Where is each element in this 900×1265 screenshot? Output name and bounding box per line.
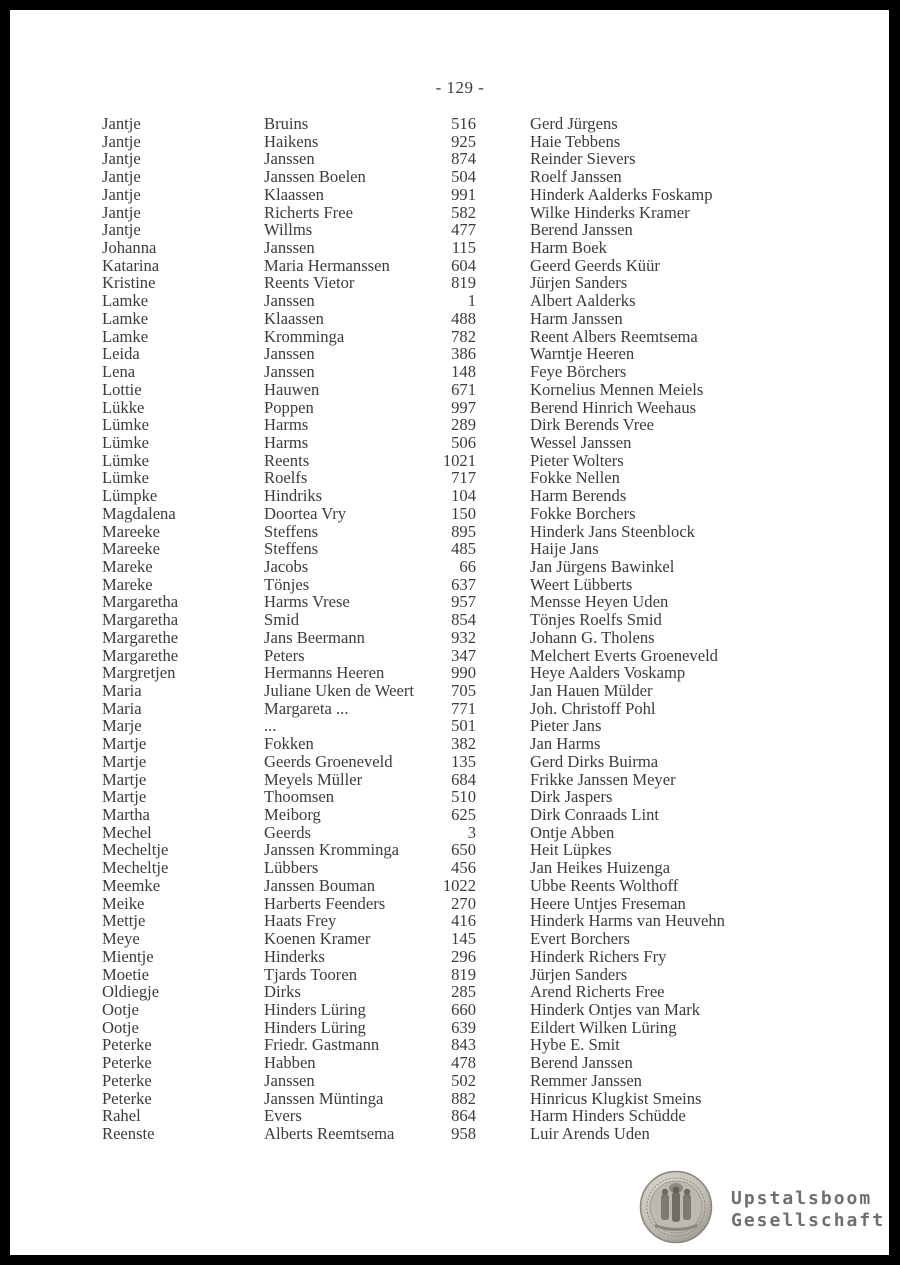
surname: Janssen Kromminga: [264, 840, 400, 860]
surname: Meiborg: [264, 805, 321, 825]
register-row: [10, 363, 900, 381]
record-number: 477: [451, 220, 476, 240]
register-row: [10, 912, 900, 930]
spouse-name: Hybe E. Smit: [530, 1035, 620, 1055]
surname: Janssen: [264, 344, 315, 364]
register-row: [10, 505, 900, 523]
surname: Thoomsen: [264, 787, 335, 807]
register-row: [10, 434, 900, 452]
first-name: Lamke: [102, 291, 149, 311]
record-number: 582: [451, 202, 476, 222]
surname: Peters: [264, 645, 305, 665]
record-number: 148: [451, 362, 476, 382]
first-name: Martha: [102, 805, 150, 825]
record-number: 456: [451, 858, 476, 878]
first-name: Lena: [102, 362, 136, 382]
surname: Koenen Kramer: [264, 929, 371, 949]
register-row: [10, 328, 900, 346]
spouse-name: Joh. Christoff Pohl: [530, 698, 656, 718]
spouse-name: Feye Börchers: [530, 362, 627, 382]
first-name: Margaretha: [102, 610, 179, 630]
first-name: Mareeke: [102, 539, 161, 559]
spouse-name: Reent Albers Reemtsema: [530, 326, 698, 346]
first-name: Mientje: [102, 946, 154, 966]
record-number: 1021: [442, 450, 476, 470]
surname: Jans Beermann: [264, 627, 365, 647]
register-row: [10, 877, 900, 895]
record-number: 990: [451, 663, 476, 683]
first-name: Martje: [102, 787, 147, 807]
spouse-name: Albert Aalderks: [530, 291, 636, 311]
register-row: [10, 717, 900, 735]
first-name: Johanna: [102, 238, 157, 258]
record-number: 843: [451, 1035, 476, 1055]
spouse-name: Jan Jürgens Bawinkel: [530, 556, 675, 576]
register-row: [10, 647, 900, 665]
first-name: Ootje: [102, 999, 139, 1019]
first-name: Jantje: [102, 202, 141, 222]
register-row: [10, 895, 900, 913]
first-name: Lümke: [102, 432, 150, 452]
record-number: 416: [451, 911, 476, 931]
surname: Steffens: [264, 539, 319, 559]
first-name: Marje: [102, 716, 142, 736]
first-name: Martje: [102, 734, 147, 754]
surname: Geerds: [264, 822, 311, 842]
surname: Haats Frey: [264, 911, 337, 931]
surname: Janssen: [264, 238, 315, 258]
spouse-name: Hinderk Aalderks Foskamp: [530, 184, 713, 204]
record-number: 717: [451, 468, 476, 488]
spouse-name: Jan Hauen Mülder: [530, 681, 653, 700]
surname: Tönjes: [264, 574, 310, 594]
record-number: 771: [451, 698, 476, 718]
spouse-name: Hinderk Harms van Heuvehn: [530, 911, 725, 931]
record-number: 478: [451, 1053, 476, 1073]
surname: Hermanns Heeren: [264, 663, 385, 683]
surname: Fokken: [264, 734, 314, 754]
surname: Friedr. Gastmann: [264, 1035, 380, 1055]
first-name: Meye: [102, 929, 140, 949]
register-row: [10, 948, 900, 966]
record-number: 504: [451, 167, 476, 187]
record-number: 854: [451, 610, 476, 630]
first-name: Jantje: [102, 167, 141, 187]
record-number: 516: [451, 114, 476, 133]
register-row: [10, 221, 900, 239]
register-row: [10, 310, 900, 328]
first-name: Oldiegje: [102, 982, 160, 1002]
record-number: 604: [451, 255, 476, 275]
record-number: 135: [451, 751, 476, 771]
register-row: [10, 753, 900, 771]
record-number: 488: [451, 308, 476, 328]
first-name: Magdalena: [102, 503, 176, 523]
first-name: Rahel: [102, 1106, 141, 1126]
society-logo: [639, 1170, 884, 1248]
register-row: [10, 345, 900, 363]
first-name: Lottie: [102, 379, 142, 399]
register-row: [10, 1001, 900, 1019]
spouse-name: Wilke Hinderks Kramer: [530, 202, 690, 222]
record-number: 958: [451, 1123, 476, 1143]
record-number: 66: [459, 556, 476, 576]
record-number: 347: [451, 645, 476, 665]
society-name-line-2: Gesellschaft: [731, 1210, 886, 1231]
first-name: Margarethe: [102, 645, 179, 665]
register-row: [10, 771, 900, 789]
surname: Hinderks: [264, 946, 325, 966]
record-number: 625: [451, 805, 476, 825]
surname: Juliane Uken de Weert: [264, 681, 414, 700]
first-name: Lümke: [102, 468, 150, 488]
spouse-name: Fokke Nellen: [530, 468, 620, 488]
first-name: Kristine: [102, 273, 156, 293]
spouse-name: Warntje Heeren: [530, 344, 635, 364]
register-row: [10, 168, 900, 186]
record-number: 506: [451, 432, 476, 452]
record-number: 285: [451, 982, 476, 1002]
first-name: Peterke: [102, 1035, 152, 1055]
page-number: - 129 -: [435, 78, 485, 97]
surname: Hauwen: [264, 379, 320, 399]
surname: Margareta ...: [264, 698, 349, 718]
first-name: Martje: [102, 751, 147, 771]
register-row: [10, 257, 900, 275]
surname: Harberts Feenders: [264, 893, 386, 913]
register-row: [10, 523, 900, 541]
register-row: [10, 576, 900, 594]
spouse-name: Frikke Janssen Meyer: [530, 769, 676, 789]
record-number: 925: [451, 131, 476, 151]
spouse-name: Ontje Abben: [530, 822, 615, 842]
first-name: Margarethe: [102, 627, 179, 647]
surname: Smid: [264, 610, 300, 630]
register-row: [10, 150, 900, 168]
surname: Janssen Boelen: [264, 167, 366, 187]
record-number: 895: [451, 521, 476, 541]
name-register-list: [10, 115, 900, 1143]
spouse-name: Kornelius Mennen Meiels: [530, 379, 704, 399]
spouse-name: Remmer Janssen: [530, 1070, 642, 1090]
spouse-name: Dirk Jaspers: [530, 787, 613, 807]
record-number: 270: [451, 893, 476, 913]
surname: Meyels Müller: [264, 769, 363, 789]
first-name: Mareke: [102, 556, 153, 576]
register-row: [10, 399, 900, 417]
surname: Klaassen: [264, 184, 324, 204]
spouse-name: Harm Hinders Schüdde: [530, 1106, 686, 1126]
first-name: Mecheltje: [102, 840, 169, 860]
surname: Evers: [264, 1106, 302, 1126]
record-number: 684: [451, 769, 476, 789]
spouse-name: Hinderk Ontjes van Mark: [530, 999, 701, 1019]
record-number: 3: [467, 822, 476, 842]
record-number: 639: [451, 1017, 476, 1037]
surname: Kromminga: [264, 326, 345, 346]
record-number: 502: [451, 1070, 476, 1090]
spouse-name: Tönjes Roelfs Smid: [530, 610, 662, 630]
surname: Klaassen: [264, 308, 324, 328]
first-name: Meemke: [102, 875, 161, 895]
spouse-name: Luir Arends Uden: [530, 1123, 650, 1143]
record-number: 637: [451, 574, 476, 594]
surname: Janssen Müntinga: [264, 1088, 384, 1108]
first-name: Maria: [102, 681, 142, 700]
record-number: 705: [451, 681, 476, 700]
spouse-name: Jan Heikes Huizenga: [530, 858, 671, 878]
first-name: Martje: [102, 769, 147, 789]
society-name: [731, 1188, 885, 1232]
register-row: [10, 735, 900, 753]
spouse-name: Heere Untjes Freseman: [530, 893, 686, 913]
record-number: 650: [451, 840, 476, 860]
record-number: 501: [451, 716, 476, 736]
record-number: 1022: [442, 875, 476, 895]
spouse-name: Gerd Dirks Buirma: [530, 751, 659, 771]
spouse-name: Eildert Wilken Lüring: [530, 1017, 677, 1037]
first-name: Peterke: [102, 1088, 152, 1108]
register-row: [10, 487, 900, 505]
record-number: 660: [451, 999, 476, 1019]
register-row: [10, 682, 900, 700]
spouse-name: Hinricus Klugkist Smeins: [530, 1088, 702, 1108]
record-number: 104: [451, 486, 476, 506]
spouse-name: Harm Boek: [530, 238, 607, 258]
surname: Steffens: [264, 521, 319, 541]
first-name: Lamke: [102, 308, 149, 328]
spouse-name: Fokke Borchers: [530, 503, 636, 523]
surname: Haikens: [264, 131, 319, 151]
first-name: Mecheltje: [102, 858, 169, 878]
surname: Geerds Groeneveld: [264, 751, 393, 771]
register-row: [10, 1019, 900, 1037]
record-number: 874: [451, 149, 476, 169]
surname: Reents Vietor: [264, 273, 355, 293]
surname: Roelfs: [264, 468, 308, 488]
register-row: [10, 1125, 900, 1143]
surname: Hindriks: [264, 486, 323, 506]
surname: Hinders Lüring: [264, 999, 366, 1019]
surname: Bruins: [264, 114, 309, 133]
spouse-name: Pieter Jans: [530, 716, 602, 736]
first-name: Jantje: [102, 184, 141, 204]
record-number: 386: [451, 344, 476, 364]
surname: Harms: [264, 432, 309, 452]
register-row: [10, 381, 900, 399]
spouse-name: Dirk Berends Vree: [530, 415, 655, 435]
spouse-name: Jürjen Sanders: [530, 964, 628, 984]
society-seal-icon: [639, 1170, 713, 1244]
register-row: [10, 1072, 900, 1090]
record-number: 382: [451, 734, 476, 754]
surname: Poppen: [264, 397, 314, 417]
register-row: [10, 1090, 900, 1108]
first-name: Lümke: [102, 415, 150, 435]
record-number: 957: [451, 592, 476, 612]
spouse-name: Hinderk Richers Fry: [530, 946, 667, 966]
first-name: Leida: [102, 344, 140, 364]
register-row: [10, 452, 900, 470]
first-name: Mettje: [102, 911, 146, 931]
register-row: [10, 1107, 900, 1125]
spouse-name: Gerd Jürgens: [530, 114, 618, 133]
first-name: Mechel: [102, 822, 152, 842]
first-name: Lümpke: [102, 486, 158, 506]
society-name-line-1: Upstalsboom: [731, 1188, 873, 1209]
register-row: [10, 239, 900, 257]
spouse-name: Berend Janssen: [530, 220, 633, 240]
surname: Alberts Reemtsema: [264, 1123, 395, 1143]
first-name: Katarina: [102, 255, 160, 275]
surname: Tjards Tooren: [264, 964, 357, 984]
first-name: Reenste: [102, 1123, 155, 1143]
surname: ...: [264, 716, 277, 736]
spouse-name: Melchert Everts Groeneveld: [530, 645, 718, 665]
record-number: 150: [451, 503, 476, 523]
first-name: Jantje: [102, 131, 141, 151]
spouse-name: Haije Jans: [530, 539, 599, 559]
surname: Richerts Free: [264, 202, 353, 222]
record-number: 289: [451, 415, 476, 435]
register-row: [10, 824, 900, 842]
spouse-name: Hinderk Jans Steenblock: [530, 521, 695, 541]
spouse-name: Heit Lüpkes: [530, 840, 612, 860]
spouse-name: Berend Janssen: [530, 1053, 633, 1073]
spouse-name: Mensse Heyen Uden: [530, 592, 669, 612]
register-row: [10, 983, 900, 1001]
first-name: Mareeke: [102, 521, 161, 541]
register-row: [10, 859, 900, 877]
record-number: 819: [451, 273, 476, 293]
register-row: [10, 841, 900, 859]
surname: Hinders Lüring: [264, 1017, 366, 1037]
surname: Reents: [264, 450, 310, 470]
register-row: [10, 700, 900, 718]
register-row: [10, 204, 900, 222]
record-number: 997: [451, 397, 476, 417]
record-number: 782: [451, 326, 476, 346]
spouse-name: Johann G. Tholens: [530, 627, 655, 647]
record-number: 819: [451, 964, 476, 984]
surname: Doortea Vry: [264, 503, 347, 523]
register-row: [10, 115, 900, 133]
spouse-name: Arend Richerts Free: [530, 982, 665, 1002]
first-name: Mareke: [102, 574, 153, 594]
surname: Dirks: [264, 982, 301, 1002]
spouse-name: Pieter Wolters: [530, 450, 624, 470]
spouse-name: Harm Berends: [530, 486, 627, 506]
spouse-name: Harm Janssen: [530, 308, 623, 328]
first-name: Jantje: [102, 114, 141, 133]
spouse-name: Roelf Janssen: [530, 167, 622, 187]
first-name: Lükke: [102, 397, 145, 417]
surname: Lübbers: [264, 858, 319, 878]
spouse-name: Heye Aalders Voskamp: [530, 663, 686, 683]
record-number: 145: [451, 929, 476, 949]
surname: Harms Vrese: [264, 592, 350, 612]
first-name: Maria: [102, 698, 142, 718]
first-name: Peterke: [102, 1070, 152, 1090]
first-name: Jantje: [102, 149, 141, 169]
spouse-name: Weert Lübberts: [530, 574, 633, 594]
spouse-name: Geerd Geerds Küür: [530, 255, 660, 275]
register-row: [10, 664, 900, 682]
spouse-name: Wessel Janssen: [530, 432, 632, 452]
first-name: Margretjen: [102, 663, 176, 683]
register-row: [10, 930, 900, 948]
first-name: Lümke: [102, 450, 150, 470]
register-row: [10, 593, 900, 611]
register-row: [10, 558, 900, 576]
surname: Willms: [264, 220, 313, 240]
record-number: 932: [451, 627, 476, 647]
register-row: [10, 966, 900, 984]
surname: Janssen: [264, 291, 315, 311]
record-number: 1: [467, 291, 476, 311]
record-number: 991: [451, 184, 476, 204]
surname: Habben: [264, 1053, 316, 1073]
first-name: Jantje: [102, 220, 141, 240]
register-row: [10, 274, 900, 292]
spouse-name: Jürjen Sanders: [530, 273, 628, 293]
surname: Harms: [264, 415, 309, 435]
surname: Maria Hermanssen: [264, 255, 390, 275]
record-number: 115: [451, 238, 476, 258]
record-number: 485: [451, 539, 476, 559]
surname: Jacobs: [264, 556, 309, 576]
record-number: 296: [451, 946, 476, 966]
spouse-name: Jan Harms: [530, 734, 601, 754]
record-number: 510: [451, 787, 476, 807]
register-row: [10, 469, 900, 487]
first-name: Meike: [102, 893, 145, 913]
first-name: Lamke: [102, 326, 149, 346]
surname: Janssen: [264, 1070, 315, 1090]
register-row: [10, 611, 900, 629]
spouse-name: Reinder Sievers: [530, 149, 636, 169]
surname: Janssen Bouman: [264, 875, 376, 895]
surname: Janssen: [264, 149, 315, 169]
first-name: Margaretha: [102, 592, 179, 612]
record-number: 882: [451, 1088, 476, 1108]
register-row: [10, 186, 900, 204]
spouse-name: Haie Tebbens: [530, 131, 621, 151]
register-row: [10, 540, 900, 558]
register-row: [10, 806, 900, 824]
first-name: Peterke: [102, 1053, 152, 1073]
first-name: Ootje: [102, 1017, 139, 1037]
record-number: 864: [451, 1106, 476, 1126]
register-row: [10, 788, 900, 806]
spouse-name: Berend Hinrich Weehaus: [530, 397, 697, 417]
register-row: [10, 1036, 900, 1054]
register-row: [10, 1054, 900, 1072]
first-name: Moetie: [102, 964, 150, 984]
surname: Janssen: [264, 362, 315, 382]
register-row: [10, 133, 900, 151]
record-number: 671: [451, 379, 476, 399]
spouse-name: Ubbe Reents Wolthoff: [530, 875, 679, 895]
register-row: [10, 292, 900, 310]
register-row: [10, 416, 900, 434]
spouse-name: Dirk Conraads Lint: [530, 805, 660, 825]
register-row: [10, 629, 900, 647]
spouse-name: Evert Borchers: [530, 929, 630, 949]
